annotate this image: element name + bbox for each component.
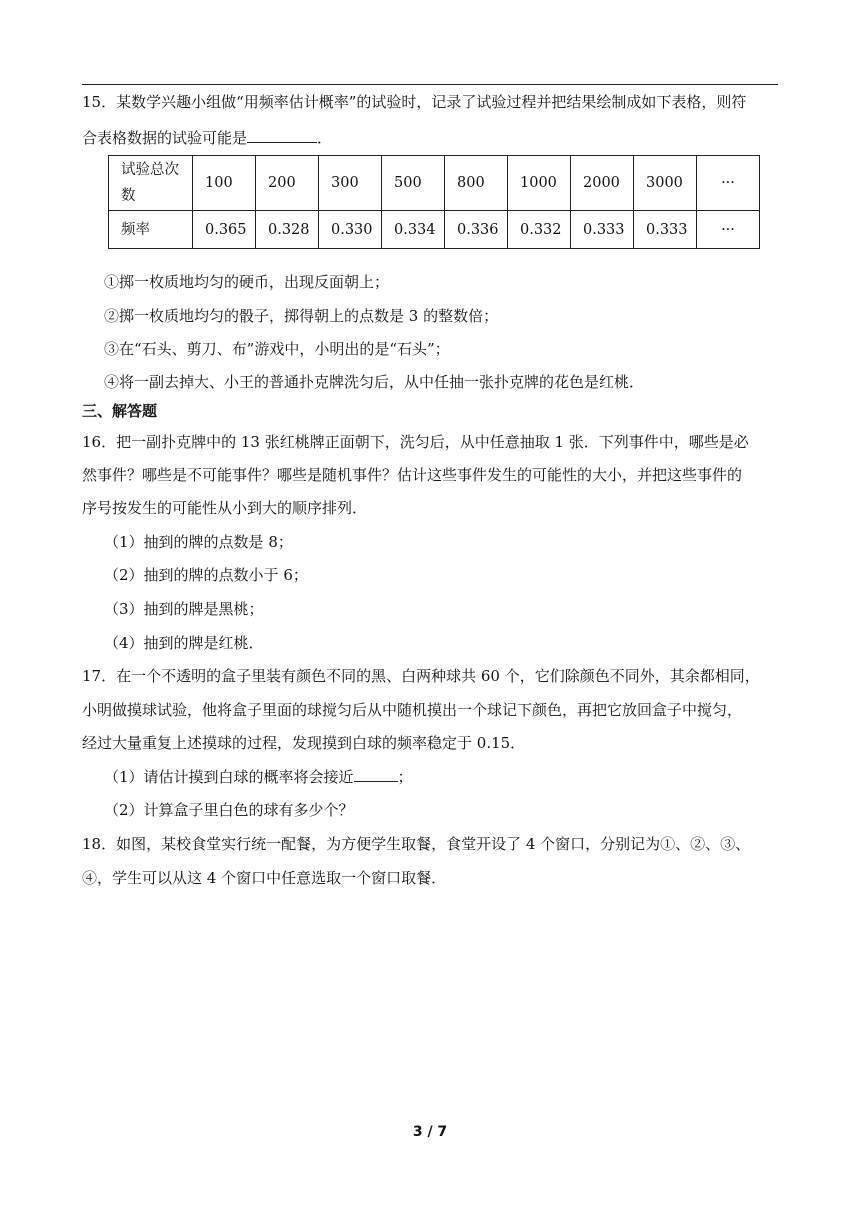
table-cell: 0.328 [256, 211, 319, 249]
table-row [109, 156, 760, 211]
table-header-frequency: 频率 [109, 211, 193, 249]
table-cell: 200 [256, 156, 319, 211]
q16-line-2: 然事件？哪些是不可能事件？哪些是随机事件？估计这些事件发生的可能性的大小，并把这些事件的 [82, 466, 743, 484]
q15-line-1: 15．某数学兴趣小组做“用频率估计概率”的试验时，记录了试验过程并把结果绘制成如下表格，则符 [82, 93, 747, 111]
table-cell: 0.333 [571, 211, 634, 249]
table-cell: 0.365 [193, 211, 256, 249]
q15-option-3: ③在“石头、剪刀、布”游戏中，小明出的是“石头”； [104, 340, 450, 358]
table-cell-ellipsis: ··· [697, 156, 760, 211]
table-cell: 0.330 [319, 211, 382, 249]
table-cell: 0.334 [382, 211, 445, 249]
q18-line-1: 18．如图，某校食堂实行统一配餐，为方便学生取餐，食堂开设了 4 个窗口，分别记为①、②、③、 [82, 835, 751, 853]
frequency-table [108, 155, 760, 249]
q18-line-2: ④，学生可以从这 4 个窗口中任意选取一个窗口取餐． [82, 869, 447, 887]
table-cell-ellipsis: ··· [697, 211, 760, 249]
answer-blank [247, 127, 317, 143]
q15-line-2-text: 合表格数据的试验可能是 [82, 129, 248, 147]
table-row [109, 211, 760, 249]
q15-line-2-end: ． [317, 129, 333, 147]
table-cell: 3000 [634, 156, 697, 211]
table-cell: 0.336 [445, 211, 508, 249]
top-rule [82, 84, 778, 85]
q17-line-3: 经过大量重复上述摸球的过程，发现摸到白球的频率稳定于 0.15． [82, 734, 526, 752]
table-cell: 0.333 [634, 211, 697, 249]
section-heading: 三、解答题 [82, 402, 158, 420]
q16-item-2: （2）抽到的牌的点数小于 6； [104, 566, 308, 584]
q17-item-1 [104, 761, 804, 794]
q15-option-2: ②掷一枚质地均匀的骰子，掷得朝上的点数是 3 的整数倍； [104, 307, 499, 325]
q17-line-1: 17．在一个不透明的盒子里装有颜色不同的黑、白两种球共 60 个，它们除颜色不同外，其余都相同， [82, 667, 760, 685]
table-header-trials [109, 156, 193, 211]
q15-option-1: ①掷一枚质地均匀的硬币，出现反面朝上； [104, 273, 390, 291]
table-cell: 500 [382, 156, 445, 211]
answer-blank [354, 766, 398, 782]
q17-item-1-text: （1）请估计摸到白球的概率将会接近 [104, 768, 354, 786]
q16-line-1: 16．把一副扑克牌中的 13 张红桃牌正面朝下，洗匀后，从中任意抽取 1 张．下列事件中，哪些是必 [82, 433, 749, 451]
table-cell: 100 [193, 156, 256, 211]
q16-line-3: 序号按发生的可能性从小到大的顺序排列． [82, 499, 368, 517]
header-text-a: 试验总次 [121, 162, 179, 178]
table-cell: 0.332 [508, 211, 571, 249]
table-cell: 300 [319, 156, 382, 211]
q16-item-3: （3）抽到的牌是黑桃； [104, 600, 264, 618]
q16-item-4: （4）抽到的牌是红桃． [104, 634, 264, 652]
q15-line-2 [82, 122, 782, 155]
page-number: 3 / 7 [412, 1124, 448, 1140]
table-cell: 1000 [508, 156, 571, 211]
table-cell: 2000 [571, 156, 634, 211]
q17-item-1-end: ； [397, 768, 413, 786]
q16-item-1: （1）抽到的牌的点数是 8； [104, 533, 293, 551]
q17-line-2: 小明做摸球试验，他将盒子里面的球搅匀后从中随机摸出一个球记下颜色，再把它放回盒子中搅匀， [82, 701, 743, 719]
table-cell: 800 [445, 156, 508, 211]
header-text-b: 数 [121, 188, 136, 204]
q15-option-4: ④将一副去掉大、小王的普通扑克牌洗匀后，从中任抽一张扑克牌的花色是红桃． [104, 373, 645, 391]
q17-item-2: （2）计算盒子里白色的球有多少个？ [104, 801, 354, 819]
